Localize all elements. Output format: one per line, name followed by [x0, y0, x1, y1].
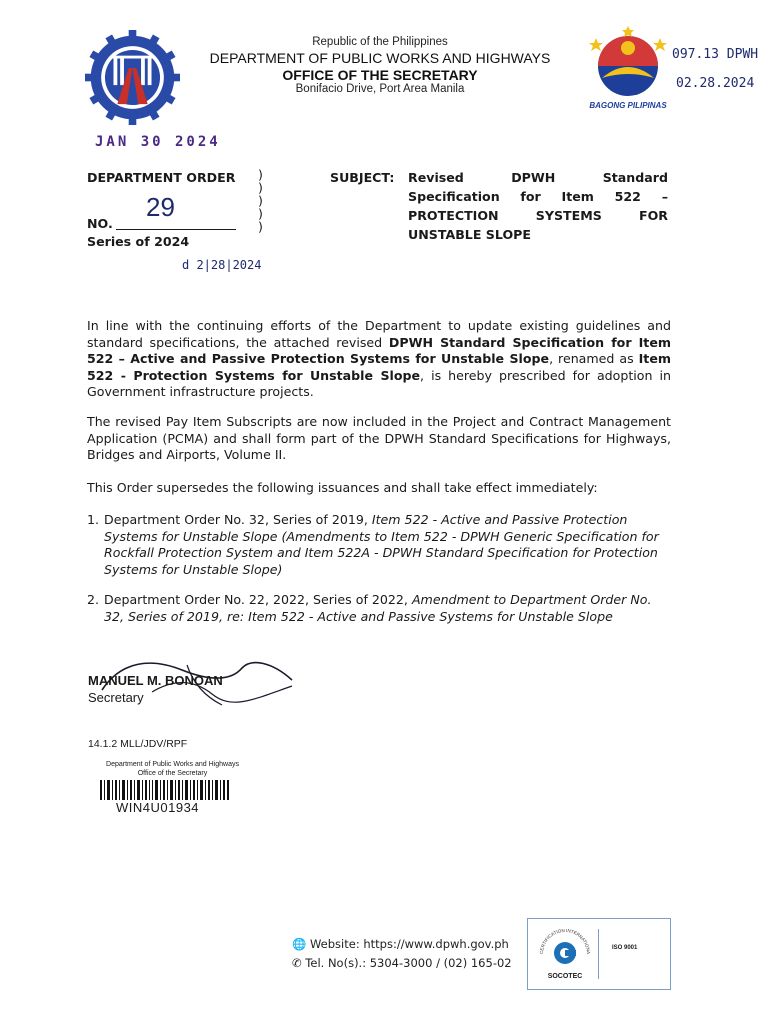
- dpwh-seal-logo: [85, 30, 180, 125]
- socotec-label: SOCOTEC: [547, 973, 583, 980]
- list-item: [87, 592, 675, 625]
- office-name: OFFICE OF THE SECRETARY: [282, 66, 478, 83]
- subject-line-3: [408, 206, 668, 225]
- handwritten-initials-date: [182, 258, 261, 272]
- bagong-pilipinas-caption: BAGONG PILIPINAS: [589, 101, 667, 110]
- list-item-number: 1.: [87, 512, 100, 527]
- subject-text: [408, 168, 668, 244]
- republic-line: Republic of the Philippines: [312, 36, 448, 48]
- subject-word: Specification: [408, 189, 500, 204]
- subject-word: Standard: [602, 170, 668, 185]
- globe-icon: 🌐: [292, 937, 307, 951]
- department-name: DEPARTMENT OF PUBLIC WORKS AND HIGHWAYS: [209, 49, 551, 66]
- cert-divider: [598, 929, 599, 979]
- subject-word: Item: [561, 189, 594, 204]
- order-series: Series of 2024: [87, 234, 190, 249]
- iso-certification-badge: [527, 918, 671, 990]
- subject-line-4: UNSTABLE SLOPE: [408, 227, 531, 242]
- barcode-header-line-1: Department of Public Works and Highways: [106, 761, 239, 768]
- subject-word: FOR: [638, 208, 668, 223]
- iso-standard-label: ISO 9001: [612, 945, 638, 951]
- telephone-text: Tel. No(s).: 5304-3000 / (02) 165-02: [305, 956, 512, 970]
- handwritten-ref-number: 097.13 DPWH: [672, 47, 759, 62]
- letterhead: [180, 36, 580, 97]
- list-item-text: [104, 592, 675, 625]
- socotec-logo: [534, 923, 596, 985]
- paragraph-1-text: , is hereby prescribed for adoption in Government infrastructure projects.: [87, 367, 671, 400]
- office-address: Bonifacio Drive, Port Area Manila: [295, 83, 465, 96]
- received-date-stamp: JAN 30 2024: [95, 134, 221, 150]
- paragraph-1-text: In line with the continuing efforts of the Department to update existing guidelines and standard specifications, the attached revised: [87, 318, 671, 350]
- signatory-name: MANUEL M. BONOAN: [88, 673, 223, 688]
- subject-line-2: [408, 187, 668, 206]
- barcode-header-line-2: Office of the Secretary: [137, 770, 208, 777]
- subject-word: SYSTEMS: [535, 208, 602, 223]
- barcode-number: WIN4U01934: [116, 800, 200, 815]
- telephone-line: [292, 956, 512, 970]
- list-item-number: 2.: [87, 592, 100, 607]
- handwritten-ref-date: 02.28.2024: [676, 76, 755, 91]
- paragraph-1-bold-spec: DPWH Standard Specification for Item 522 – Active and Passive Protection Systems for Unstable Slope: [87, 334, 671, 367]
- subject-word: 522: [614, 189, 641, 204]
- list-item-plain: Department Order No. 32, Series of 2019,: [104, 512, 372, 527]
- reference-initials: 14.1.2 MLL/JDV/RPF: [88, 738, 188, 750]
- list-item: [87, 512, 675, 578]
- order-number-line: [116, 229, 236, 230]
- order-label: DEPARTMENT ORDER: [87, 170, 236, 185]
- website-text: Website: https://www.dpwh.gov.ph: [309, 937, 509, 951]
- subject-word: Revised: [408, 170, 464, 185]
- initials-mark: d: [182, 258, 197, 272]
- certification-ring-text: CERTIFICATION INTERNATIONA: [538, 927, 592, 955]
- subject-line-1: [408, 168, 668, 187]
- paragraph-1-text: , renamed as: [549, 351, 639, 367]
- signatory-title: Secretary: [88, 690, 144, 705]
- list-item-text: [104, 512, 675, 578]
- subject-word: –: [661, 189, 668, 204]
- list-item-plain: Department Order No. 22, 2022, Series of 2022,: [104, 592, 412, 607]
- list-item-italic: Amendment to Department Order No. 32, Series of 2019, re: Item 522 - Active and Passive Systems for Unstable Slope: [104, 592, 652, 624]
- phone-icon: ✆: [292, 956, 302, 970]
- bagong-pilipinas-logo: [582, 26, 674, 112]
- order-brackets: ) ) ) ) ): [258, 167, 263, 234]
- order-no-label: NO.: [87, 216, 113, 231]
- paragraph-2: The revised Pay Item Subscripts are now included in the Project and Contract Management Application (PCMA) and shall form part of the DPWH Standard Specifications for Highways, Bridges and Airports, Volume II.: [87, 414, 671, 463]
- subject-word: PROTECTION: [408, 208, 499, 223]
- paragraph-1-bold-item: Item 522 - Protection Systems for Unstable Slope: [87, 351, 671, 383]
- subject-word: DPWH: [511, 170, 556, 185]
- paragraph-1: [87, 318, 671, 401]
- barcode: [100, 780, 230, 800]
- paragraph-3: This Order supersedes the following issuances and shall take effect immediately:: [87, 480, 598, 495]
- website-line: [292, 937, 509, 951]
- order-number: 29: [146, 192, 175, 222]
- list-item-italic: Item 522 - Active and Passive Protection Systems for Unstable Slope (Amendments to Item 522 - DPWH Generic Specification for Rockfall Protection System and Item 522A - DPWH Standard Specification for Protection Systems for Unstable Slope): [104, 512, 659, 577]
- subject-label: SUBJECT:: [330, 170, 395, 185]
- subject-word: for: [520, 189, 541, 204]
- initials-date-text: 2|28|2024: [196, 258, 262, 272]
